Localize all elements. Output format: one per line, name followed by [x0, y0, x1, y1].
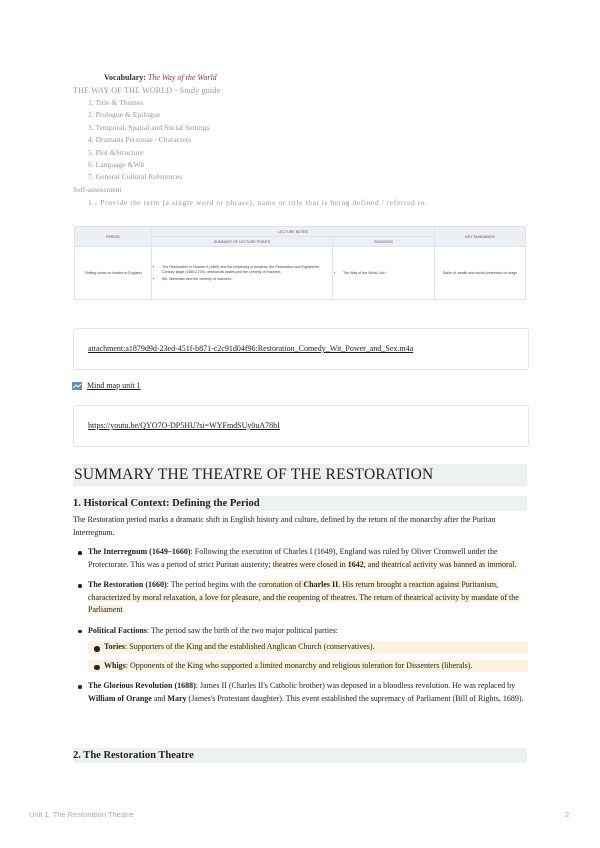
td-points [152, 247, 333, 300]
attachment-link[interactable]: attachment:a1879d9d-23ed-451f-b871-c2c91d04f96:Restoration_Comedy_Wit_Power_and_Sex.m4a [88, 344, 414, 353]
mind-map-label[interactable]: Mind map unit 1 [87, 381, 141, 390]
self-assessment-label[interactable]: Self-assessment [73, 185, 122, 194]
study-guide-list [88, 97, 209, 184]
th-summary-points: SUMMARY OF LECTURE POINTS [152, 237, 333, 247]
td-reading-item: • The Way of the World, Act I [343, 271, 432, 276]
th-period: PERIOD [75, 227, 152, 247]
page-number: 2 [565, 810, 570, 819]
study-guide-heading: THE WAY OF THE WORLD - Study guide [73, 86, 221, 95]
audio-attachment-card[interactable] [73, 328, 529, 370]
sub-bullet-tories: Tories: Supporters of the King and the established Anglican Church (conservatives). [88, 641, 528, 654]
mind-map-icon [72, 382, 82, 390]
bullet-restoration: The Restoration (1660): The period begins with the coronation of Charles II. His return brought a reaction against Puritanism, characterized by moral relaxation, a love for pleasure, and the reopening of theatres. The return of theatrical activity by mandate of the Parliament [73, 579, 528, 617]
td-point: • The Restoration of Charles II (1660) and the reopening of theatres; the Restoration and Eighteenth-Century stage (1660-1700): aristocratic tastes and the comedy of manners. [162, 265, 330, 275]
toc-item[interactable]: 2. Prologue & Epilogue [88, 110, 161, 120]
vocabulary-line [104, 73, 217, 82]
sub-bullet-whigs: Whigs: Opponents of the King who supported a limited monarchy and religious toleration for Dissenters (liberals). [88, 660, 528, 673]
bullet-glorious-revolution: The Glorious Revolution (1688): James II (Charles II's Catholic brother) was deposed in a bloodless revolution. He was replaced by William of Orange and Mary (James's Protestant daughter). This event established the supremacy of Parliament (Bill of Rights, 1689). [73, 680, 528, 705]
mind-map-link[interactable] [72, 381, 141, 390]
toc-item[interactable]: 1. Title & Themes [88, 98, 144, 107]
video-link-card[interactable] [73, 405, 529, 447]
toc-item[interactable]: 7. General Cultural References [88, 172, 183, 182]
question-1: 1.- Provide the term (a single word or phrase), name or title that is being defined / referred to. [88, 198, 428, 207]
toc-item[interactable]: 6. Language &Wit [88, 159, 145, 169]
bullet-political-factions: Political Factions: The period saw the birth of the two major political parties: Tories: Supporters of the King and the established Anglican Church (conservatives). Whigs: Opponents of the King who supported a limited monarchy and religious toleration for Dissenters (liberals). [73, 625, 528, 673]
td-takeaway: Satire of wealth and social pretension on stage [435, 247, 526, 300]
td-reading [333, 247, 435, 300]
th-lecture-notes: LECTURE NOTES [152, 227, 435, 237]
summary-heading: SUMMARY THE THEATRE OF THE RESTORATION [73, 464, 527, 486]
video-url-link[interactable]: https://youtu.be/QYO7O-DP5HU?si=WYFmdSUy0uA78bI [88, 421, 280, 430]
toc-item[interactable]: 3. Temporal, Spatial and Social Settings [88, 122, 210, 132]
intro-paragraph: The Restoration period marks a dramatic shift in English history and culture, defined by the return of the monarchy after the Puritan Interregnum. [73, 515, 496, 537]
context-bullet-list [73, 546, 528, 713]
th-key-takeaways: KEY TAKEAWAYS [435, 227, 526, 247]
toc-item[interactable]: 5. Plot &Structure [88, 147, 144, 157]
section-1-heading: 1. Historical Context: Defining the Period [73, 496, 527, 511]
lecture-notes-table [74, 226, 526, 300]
vocabulary-title[interactable]: The Way of the World [147, 73, 217, 82]
td-period: Shifting views on theatre in England [75, 247, 152, 300]
vocabulary-label: Vocabulary: [104, 73, 146, 82]
th-readings: READINGS [333, 237, 435, 247]
footer-title: Unit 1, The Restoration Theatre [29, 810, 134, 819]
section-2-heading: 2. The Restoration Theatre [73, 748, 527, 763]
td-point: • Wit, libertinism and the comedy of manners. [162, 277, 330, 282]
toc-item[interactable]: 4. Dramatis Personae / Characters [88, 135, 192, 145]
bullet-interregnum: The Interregnum (1649–1660): Following the execution of Charles I (1649), England was ruled by Oliver Cromwell under the Protectorate. This was a period of strict Puritan austerity; theatres were closed in 1642, and theatrical activity was banned as immoral. [73, 546, 528, 571]
